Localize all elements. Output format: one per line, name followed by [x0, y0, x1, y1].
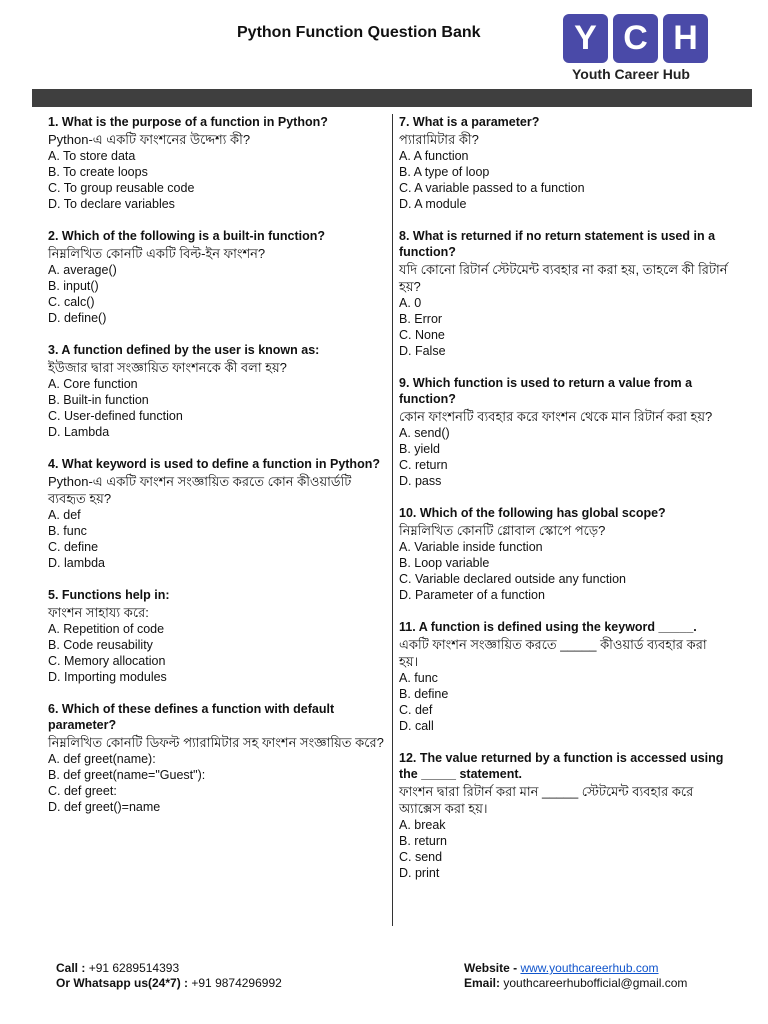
option-d: D. lambda	[48, 556, 105, 570]
option-b: B. func	[48, 524, 87, 538]
email-label: Email:	[464, 976, 501, 990]
question-bengali-text: নিম্নলিখিত কোনটি ডিফল্ট প্যারামিটার সহ ফাংশন সংজ্ঞায়িত করে?	[48, 735, 384, 750]
question-title: 4. What keyword is used to define a function in Python?	[48, 457, 380, 471]
option-d: D. define()	[48, 311, 107, 325]
logo-subtitle: Youth Career Hub	[572, 66, 690, 82]
option-c: C. define	[48, 540, 99, 554]
option-a: A. average()	[48, 263, 117, 277]
website-label: Website -	[464, 961, 518, 975]
option-b: B. A type of loop	[399, 165, 490, 179]
question-bengali-text: যদি কোনো রিটার্ন স্টেটমেন্ট ব্যবহার না করা হয়, তাহলে কী রিটার্ন হয়?	[399, 262, 728, 294]
option-a: A. 0	[399, 296, 422, 310]
option-d: D. pass	[399, 474, 442, 488]
option-b: B. Loop variable	[399, 556, 490, 570]
question-bengali-text: নিম্নলিখিত কোনটি একটি বিল্ট-ইন ফাংশন?	[48, 246, 266, 261]
option-a: A. break	[399, 818, 446, 832]
question-bengali-text: নিম্নলিখিত কোনটি গ্লোবাল স্কোপে পড়ে?	[399, 523, 606, 538]
option-c: C. def greet:	[48, 784, 117, 798]
option-c: C. return	[399, 458, 448, 472]
questions-left-column	[48, 114, 390, 831]
option-c: C. calc()	[48, 295, 95, 309]
option-a: A. To store data	[48, 149, 136, 163]
option-c: C. Memory allocation	[48, 654, 166, 668]
option-b: B. Code reusability	[48, 638, 153, 652]
option-d: D. Importing modules	[48, 670, 167, 684]
header-divider-bar	[32, 89, 752, 107]
email-line	[464, 976, 687, 991]
email-address: youthcareerhubofficial@gmail.com	[503, 976, 688, 990]
question-title: 1. What is the purpose of a function in Python?	[48, 115, 328, 129]
option-b: B. define	[399, 687, 449, 701]
question-bengali-text: প্যারামিটার কী?	[399, 132, 479, 147]
option-b: B. Error	[399, 312, 443, 326]
youth-career-hub-logo	[561, 13, 713, 85]
option-a: A. A function	[399, 149, 469, 163]
option-c: C. A variable passed to a function	[399, 181, 585, 195]
question-bengali-text: ফাংশন সাহায্য করে:	[48, 605, 149, 620]
website-line	[464, 961, 687, 976]
questions-right-column	[399, 114, 729, 897]
option-d: D. False	[399, 344, 446, 358]
option-d: D. print	[399, 866, 440, 880]
logo-letter-c: C	[613, 14, 658, 63]
option-b: B. return	[399, 834, 447, 848]
question-bengali-text: কোন ফাংশনটি ব্যবহার করে ফাংশন থেকে মান রিটার্ন করা হয়?	[399, 409, 713, 424]
call-line	[56, 961, 282, 976]
option-a: A. def greet(name):	[48, 752, 156, 766]
option-d: D. A module	[399, 197, 467, 211]
question-title: 8. What is returned if no return statement is used in a function?	[399, 229, 716, 259]
question-bengali-text: Python-এ একটি ফাংশন সংজ্ঞায়িত করতে কোন কীওয়ার্ডটি ব্যবহৃত হয়?	[48, 474, 352, 506]
footer-web	[464, 961, 687, 991]
option-a: A. def	[48, 508, 81, 522]
whatsapp-label: Or Whatsapp us(24*7) :	[56, 976, 189, 990]
question-title: 2. Which of the following is a built-in function?	[48, 229, 326, 243]
whatsapp-number: +91 9874296992	[191, 976, 282, 990]
question-title: 5. Functions help in:	[48, 588, 170, 602]
logo-letter-y: Y	[563, 14, 608, 63]
question-1	[48, 114, 390, 212]
question-bengali-text: ফাংশন দ্বারা রিটার্ন করা মান _____ স্টেটমেন্ট ব্যবহার করে অ্যাক্সেস করা হয়।	[399, 784, 694, 816]
question-2	[48, 228, 390, 326]
footer-contact	[56, 961, 282, 991]
option-c: C. send	[399, 850, 443, 864]
option-d: D. Lambda	[48, 425, 110, 439]
question-bengali-text: একটি ফাংশন সংজ্ঞায়িত করতে _____ কীওয়ার্ড ব্যবহার করা হয়।	[399, 637, 707, 669]
option-c: C. Variable declared outside any function	[399, 572, 626, 586]
option-d: D. call	[399, 719, 434, 733]
option-a: A. send()	[399, 426, 450, 440]
whatsapp-line	[56, 976, 282, 991]
question-11	[399, 619, 729, 734]
question-title: 3. A function defined by the user is known as:	[48, 343, 320, 357]
logo-letter-boxes	[563, 14, 711, 63]
question-3	[48, 342, 390, 440]
question-title: 9. Which function is used to return a value from a function?	[399, 376, 693, 406]
call-number: +91 6289514393	[88, 961, 180, 975]
option-a: A. Core function	[48, 377, 138, 391]
question-10	[399, 505, 729, 603]
option-c: C. def	[399, 703, 433, 717]
question-5	[48, 587, 390, 685]
option-a: A. Repetition of code	[48, 622, 165, 636]
option-b: B. yield	[399, 442, 440, 456]
question-title: 6. Which of these defines a function with default parameter?	[48, 702, 335, 732]
call-label: Call :	[56, 961, 86, 975]
option-c: C. User-defined function	[48, 409, 183, 423]
question-bengali-text: ইউজার দ্বারা সংজ্ঞায়িত ফাংশনকে কী বলা হয়?	[48, 360, 287, 375]
question-title: 11. A function is defined using the keyword _____.	[399, 620, 697, 634]
option-d: D. Parameter of a function	[399, 588, 545, 602]
website-link[interactable]: www.youthcareerhub.com	[520, 961, 659, 975]
option-b: B. To create loops	[48, 165, 148, 179]
option-a: A. Variable inside function	[399, 540, 543, 554]
column-divider	[392, 114, 393, 926]
option-c: C. None	[399, 328, 445, 342]
question-title: 10. Which of the following has global scope?	[399, 506, 666, 520]
question-bengali-text: Python-এ একটি ফাংশনের উদ্দেশ্য কী?	[48, 132, 251, 147]
question-4	[48, 456, 390, 571]
logo-letter-h: H	[663, 14, 708, 63]
question-title: 12. The value returned by a function is accessed using the _____ statement.	[399, 751, 724, 781]
option-c: C. To group reusable code	[48, 181, 195, 195]
option-d: D. def greet()=name	[48, 800, 161, 814]
question-8	[399, 228, 729, 359]
option-d: D. To declare variables	[48, 197, 175, 211]
option-b: B. def greet(name="Guest"):	[48, 768, 206, 782]
question-12	[399, 750, 729, 881]
page-title: Python Function Question Bank	[237, 24, 481, 41]
option-a: A. func	[399, 671, 438, 685]
option-b: B. input()	[48, 279, 99, 293]
question-6	[48, 701, 390, 815]
question-title: 7. What is a parameter?	[399, 115, 540, 129]
question-7	[399, 114, 729, 212]
option-b: B. Built-in function	[48, 393, 149, 407]
question-9	[399, 375, 729, 489]
